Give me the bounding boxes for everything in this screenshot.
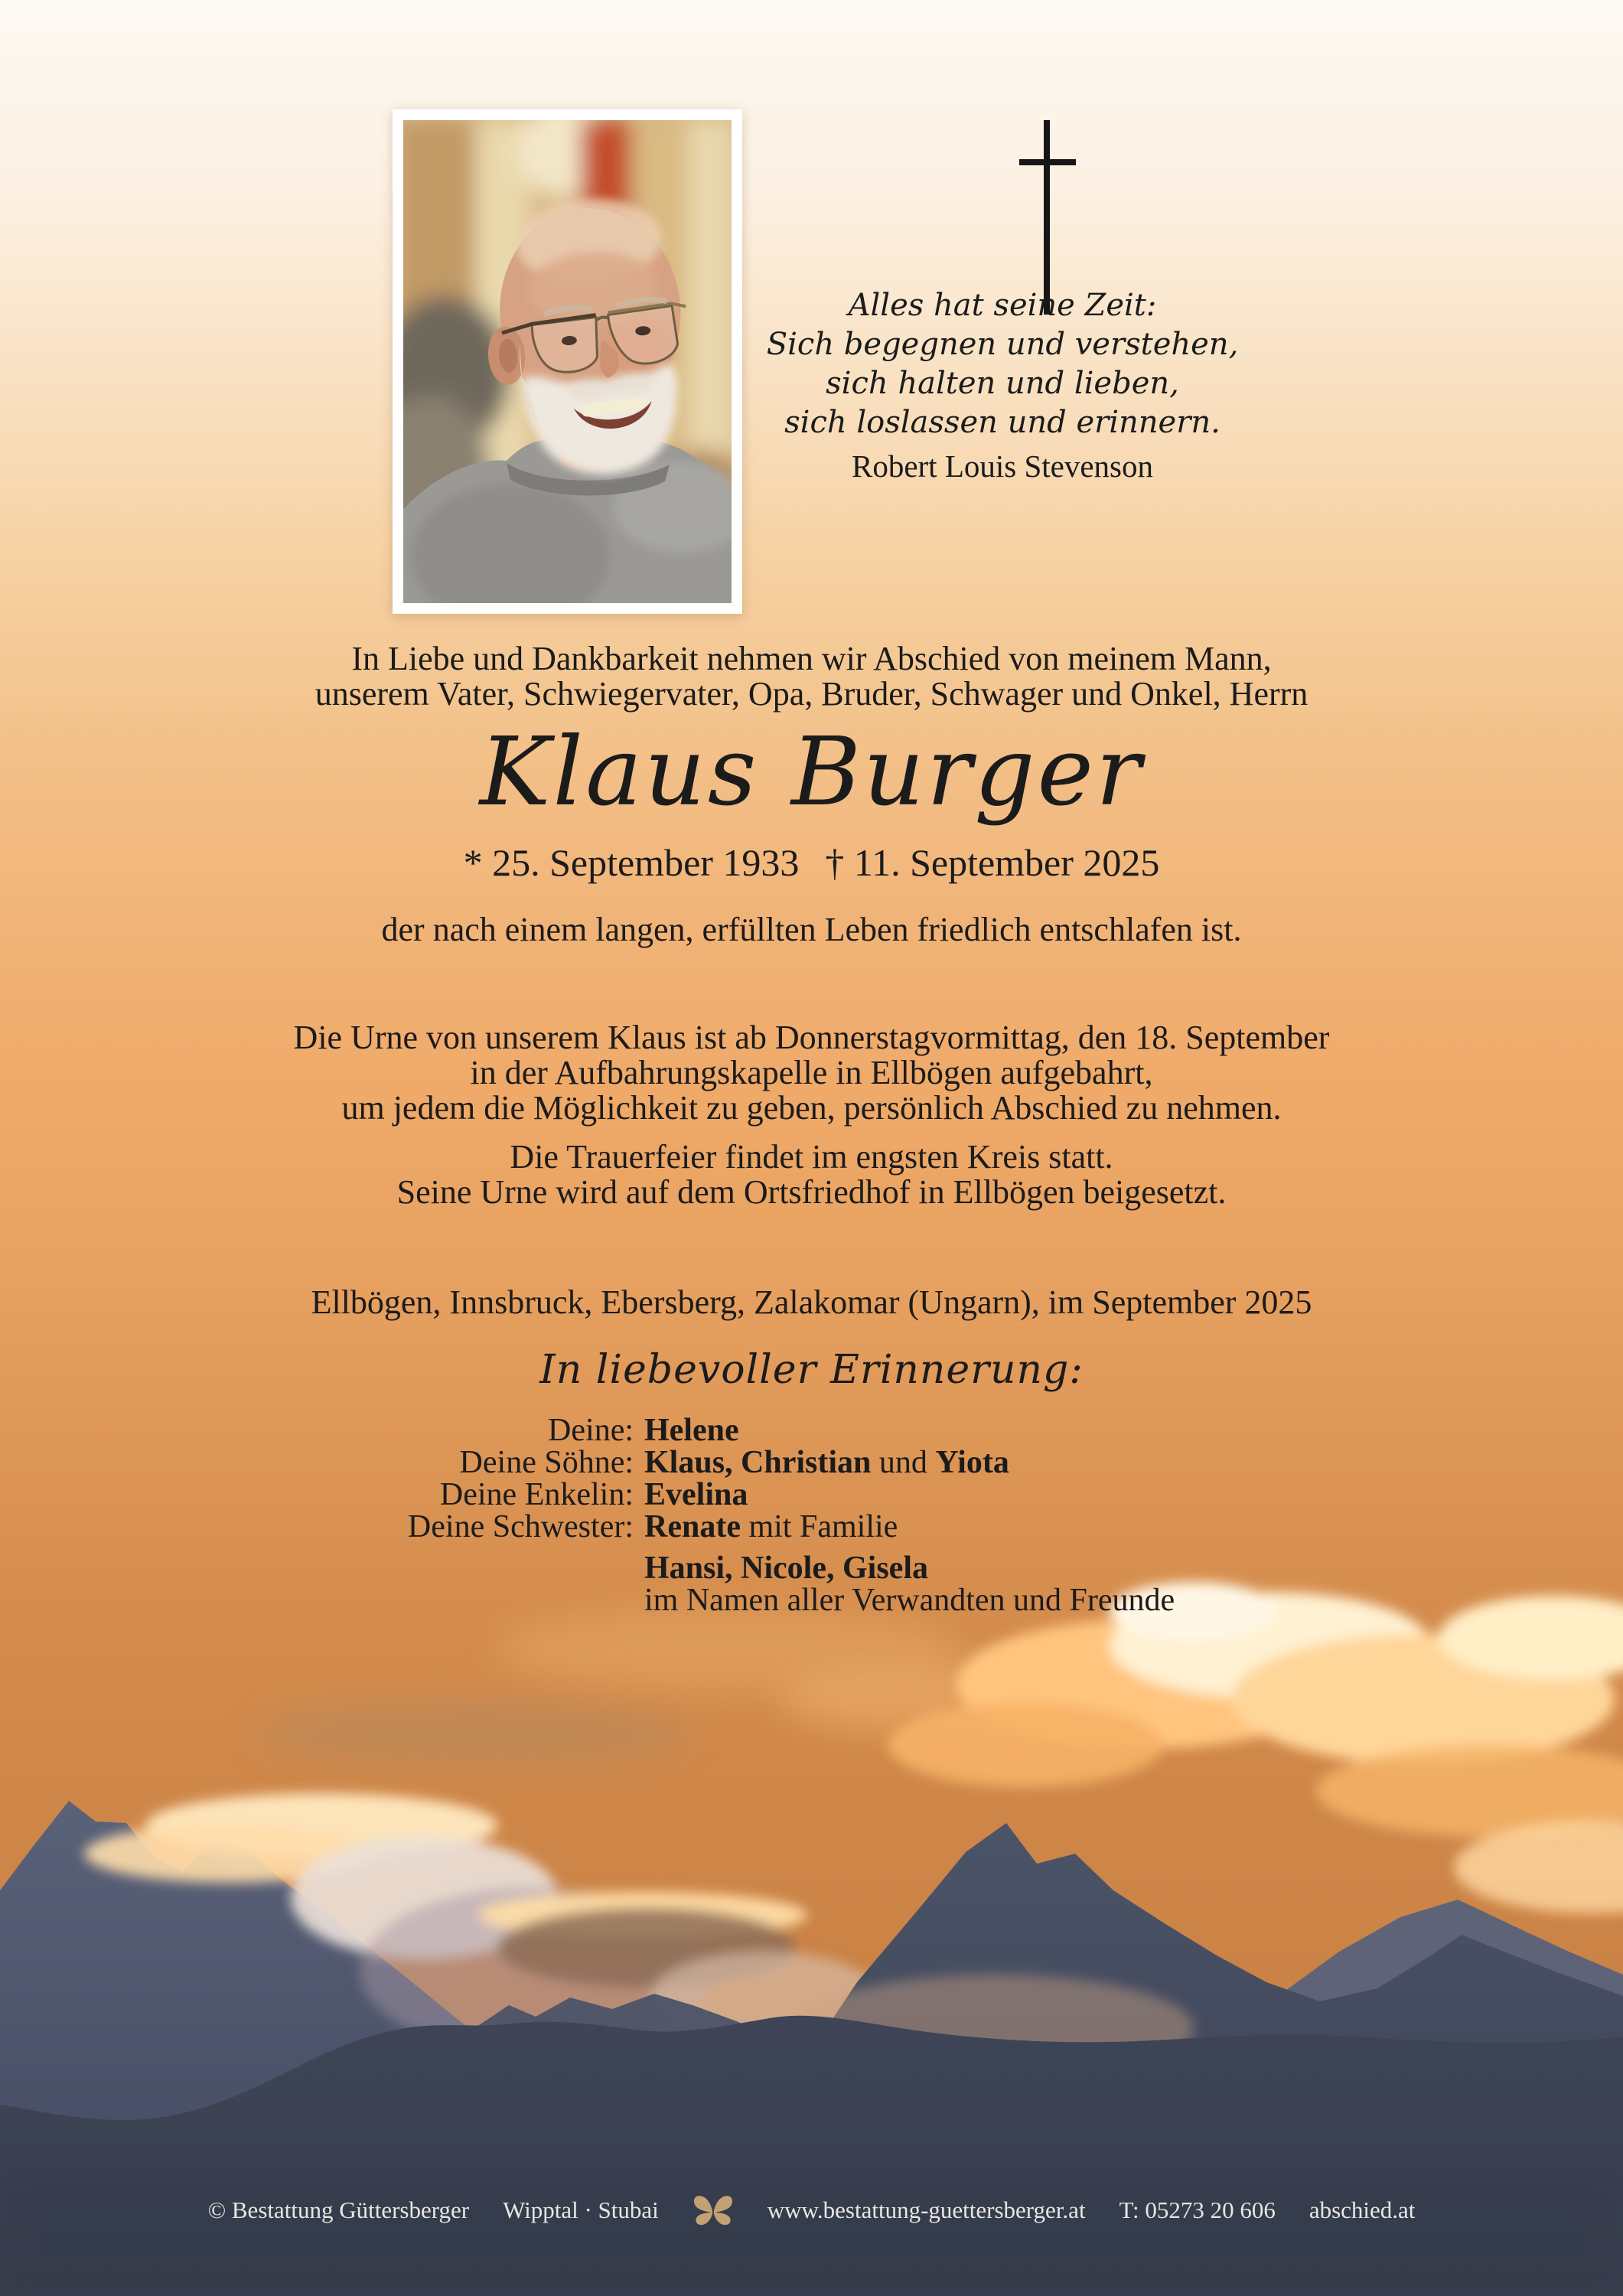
service-line: Seine Urne wird auf dem Ortsfriedhof in Ellbögen beigesetzt. (396, 1173, 1227, 1211)
family-row-label: Deine Söhne: (459, 1445, 634, 1480)
family-row-value: Renate mit Familie (644, 1509, 898, 1544)
memorial-heading: In liebevoller Erinnerung: (539, 1347, 1084, 1393)
family-row-value: im Namen aller Verwandten und Freunde (644, 1583, 1175, 1618)
closing-line: der nach einem langen, erfüllten Leben friedlich entschlafen ist. (381, 911, 1242, 948)
mountain-sunset-image (0, 1569, 1623, 2296)
urn-line: um jedem die Möglichkeit zu geben, persönlich Abschied zu nehmen. (341, 1089, 1282, 1127)
footer-copyright: © Bestattung Güttersberger (207, 2197, 470, 2223)
family-row-label: Deine Schwester: (407, 1509, 634, 1544)
life-dates (0, 840, 1623, 885)
family-row (0, 1511, 1623, 1543)
urn-announcement (0, 1020, 1623, 1126)
birth-date: * 25. September 1933 (463, 841, 800, 884)
family-extra (0, 1552, 1623, 1616)
intro-line: In Liebe und Dankbarkeit nehmen wir Abschied von meinem Mann, (351, 640, 1272, 677)
family-row (0, 1584, 1623, 1616)
footer-phone: T: 05273 20 606 (1119, 2197, 1276, 2223)
family-row-label (0, 1584, 634, 1616)
family-row-value: Evelina (644, 1477, 748, 1512)
portrait-illustration (403, 120, 732, 603)
family-row-label: Deine Enkelin: (439, 1477, 634, 1512)
urn-line: Die Urne von unserem Klaus ist ab Donnerstagvormittag, den 18. September (293, 1019, 1330, 1056)
family-row-label: Deine: (548, 1413, 634, 1448)
poem (758, 286, 1247, 484)
butterfly-icon (693, 2193, 734, 2227)
poem-line: sich loslassen und erinnern. (784, 405, 1221, 440)
family-row (0, 1552, 1623, 1584)
poem-line: sich halten und lieben, (826, 366, 1179, 401)
family-row-label (0, 1552, 634, 1584)
family-row-value: Hansi, Nicole, Gisela (644, 1551, 928, 1586)
family-row (0, 1479, 1623, 1511)
cross-icon-bar (1019, 159, 1076, 165)
footer-region: Wipptal · Stubai (503, 2197, 659, 2223)
intro-text (0, 641, 1623, 712)
family-row-value: Helene (644, 1413, 739, 1448)
family-row (0, 1446, 1623, 1479)
urn-line: in der Aufbahrungskapelle in Ellbögen aufgebahrt, (470, 1054, 1153, 1091)
footer-website: www.bestattung-guettersberger.at (767, 2197, 1086, 2223)
footer-portal: abschied.at (1309, 2197, 1416, 2223)
deceased-name: Klaus Burger (479, 717, 1144, 827)
service-line: Die Trauerfeier findet im engsten Kreis statt. (510, 1138, 1113, 1176)
poem-line: Sich begegnen und verstehen, (766, 327, 1239, 362)
places-line: Ellbögen, Innsbruck, Ebersberg, Zalakomar (Ungarn), im September 2025 (311, 1283, 1312, 1321)
family-row-value: Klaus, Christian und Yiota (644, 1445, 1009, 1480)
poem-line: Alles hat seine Zeit: (848, 288, 1157, 323)
portrait-photo (393, 109, 742, 614)
family-rows (0, 1414, 1623, 1543)
intro-line: unserem Vater, Schwiegervater, Opa, Bruder, Schwager und Onkel, Herrn (314, 675, 1309, 713)
cross-icon (1044, 120, 1050, 315)
family-row (0, 1414, 1623, 1446)
footer (0, 2193, 1623, 2227)
poem-attribution: Robert Louis Stevenson (851, 448, 1154, 484)
service-info (0, 1140, 1623, 1210)
death-date: † 11. September 2025 (825, 841, 1160, 884)
